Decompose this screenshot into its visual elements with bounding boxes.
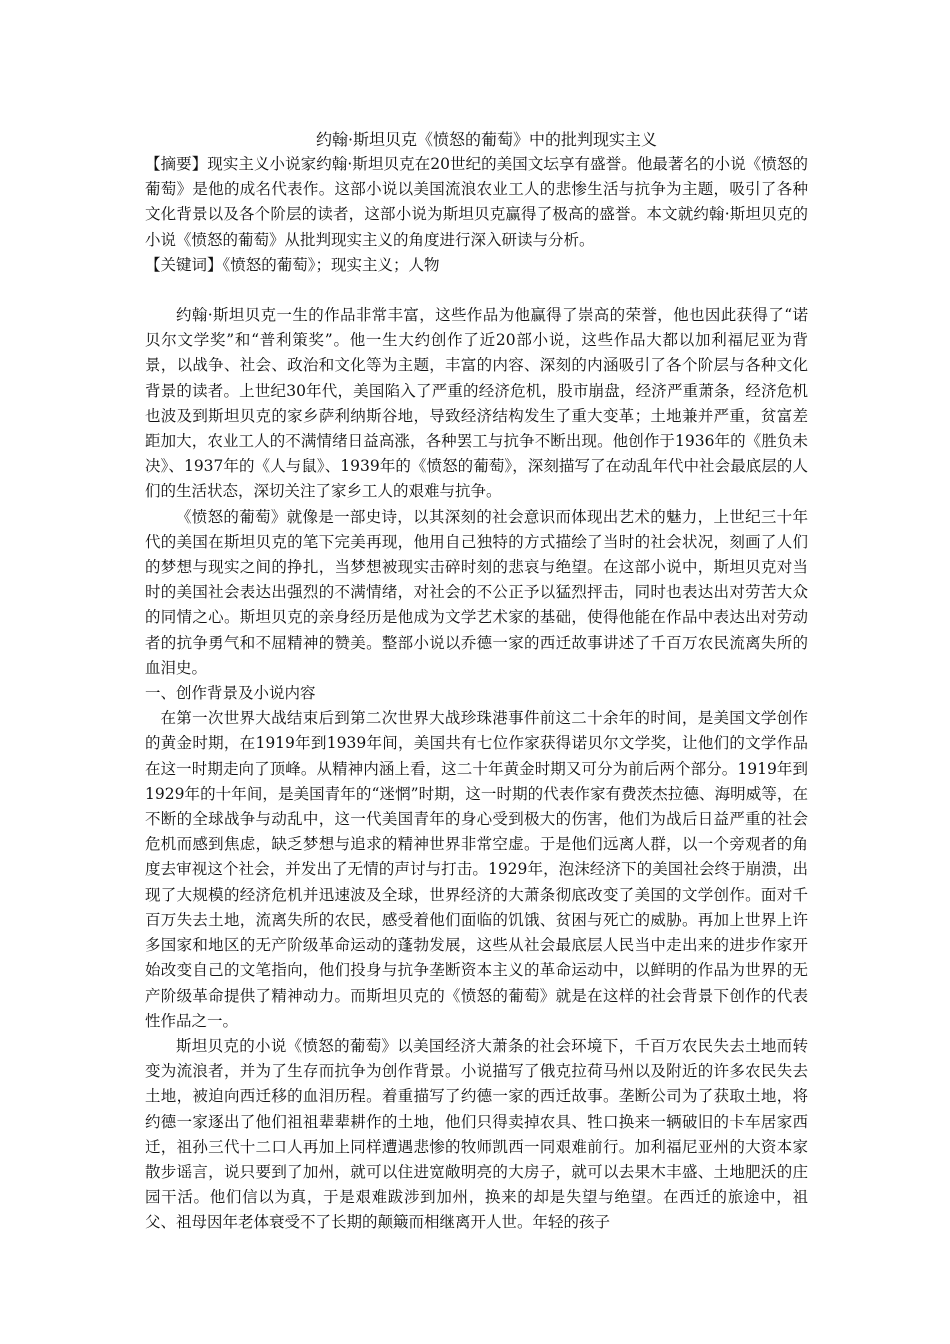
keywords: 【关键词】《愤怒的葡萄》；现实主义；人物 [145, 255, 440, 274]
document-page [145, 128, 808, 1236]
body-paragraph-2: 《愤怒的葡萄》就像是一部史诗，以其深刻的社会意识而体现出艺术的魅力，上世纪三十年代的美国在斯坦贝克的笔下完美再现，他用自己独特的方式描绘了当时的社会状况，刻画了人们的梦想与现实之间的挣扎，当梦想被现实击碎时刻的悲哀与绝望。在这部小说中，斯坦贝克对当时的美国社会表达出强烈的不满情绪，对社会的不公正予以猛烈抨击，同时也表达出对劳苦大众的同情之心。斯坦贝克的亲身经历是他成为文学艺术家的基础，使得他能在作品中表达出对劳动者的抗争勇气和不屈精神的赞美。整部小说以乔德一家的西迁故事讲述了千百万农民流离失所的血泪史。 [145, 507, 808, 677]
abstract: 【摘要】现实主义小说家约翰·斯坦贝克在20世纪的美国文坛享有盛誉。他最著名的小说《愤怒的葡萄》是他的成名代表作。这部小说以美国流浪农业工人的悲惨生活与抗争为主题，吸引了各种文化背景以及各个阶层的读者，这部小说为斯坦贝克赢得了极高的盛誉。本文就约翰·斯坦贝克的小说《愤怒的葡萄》从批判现实主义的角度进行深入研读与分析。 [145, 155, 808, 249]
blank-line [145, 278, 808, 303]
body-paragraph-4: 斯坦贝克的小说《愤怒的葡萄》以美国经济大萧条的社会环境下，千百万农民失去土地而转变为流浪者，并为了生存而抗争为创作背景。小说描写了俄克拉荷马州以及附近的许多农民失去土地，被迫向西迁移的血泪历程。着重描写了约德一家的西迁故事。垄断公司为了获取土地，将约德一家逐出了他们祖祖辈辈耕作的土地，他们只得卖掉农具、牲口换来一辆破旧的卡车居家西迁，祖孙三代十二口人再加上同样遭遇悲惨的牧师凯西一同艰难前行。加利福尼亚州的大资本家散步谣言，说只要到了加州，就可以住进宽敞明亮的大房子，就可以去果木丰盛、土地肥沃的庄园干活。他们信以为真，于是艰难跋涉到加州，换来的却是失望与绝望。在西迁的旅途中，祖父、祖母因年老体衰受不了长期的颠簸而相继离开人世。年轻的孩子 [145, 1036, 808, 1232]
section-heading-1: 一、创作背景及小说内容 [145, 684, 316, 703]
document-title: 约翰·斯坦贝克《愤怒的葡萄》中的批判现实主义 [315, 130, 658, 149]
body-paragraph-1: 约翰·斯坦贝克一生的作品非常丰富，这些作品为他赢得了崇高的荣誉，他也因此获得了“诺贝尔文学奖”和“普利策奖”。他一生大约创作了近20部小说，这些作品大都以加利福尼亚为背景，以战争、社会、政治和文化等为主题，丰富的内容、深刻的内涵吸引了各个阶层与各种文化背景的读者。上世纪30年代，美国陷入了严重的经济危机，股市崩盘，经济严重萧条，经济危机也波及到斯坦贝克的家乡萨利纳斯谷地，导致经济结构发生了重大变革；土地兼并严重，贫富差距加大，农业工人的不满情绪日益高涨，各种罢工与抗争不断出现。他创作于1936年的《胜负未决》、1937年的《人与鼠》、1939年的《愤怒的葡萄》，深刻描写了在动乱年代中社会最底层的人们的生活状态，深切关注了家乡工人的艰难与抗争。 [145, 306, 808, 501]
body-paragraph-3: 在第一次世界大战结束后到第二次世界大战珍珠港事件前这二十余年的时间，是美国文学创作的黄金时期，在1919年到1939年间，美国共有七位作家获得诺贝尔文学奖，让他们的文学作品在这一时期走向了顶峰。从精神内涵上看，这二十年黄金时期又可分为前后两个部分。1919年到1929年的十年间，是美国青年的“迷惘”时期，这一时期的代表作家有费茨杰拉德、海明威等，在不断的全球战争与动乱中，这一代美国青年的身心受到极大的伤害，他们为战后日益严重的社会危机而感到焦虑，缺乏梦想与追求的精神世界非常空虚。于是他们远离人群，以一个旁观者的角度去审视这个社会，并发出了无情的声讨与打击。1929年，泡沫经济下的美国社会终于崩溃，出现了大规模的经济危机并迅速波及全球，世界经济的大萧条彻底改变了美国的文学创作。面对千百万失去土地，流离失所的农民，感受着他们面临的饥饿、贫困与死亡的威胁。再加上世界上许多国家和地区的无产阶级革命运动的蓬勃发展，这些从社会最底层人民当中走出来的进步作家开始改变自己的文笔指向，他们投身与抗争垄断资本主义的革命运动中，以鲜明的作品为世界的无产阶级革命提供了精神动力。而斯坦贝克的《愤怒的葡萄》就是在这样的社会背景下创作的代表性作品之一。 [145, 709, 808, 1030]
